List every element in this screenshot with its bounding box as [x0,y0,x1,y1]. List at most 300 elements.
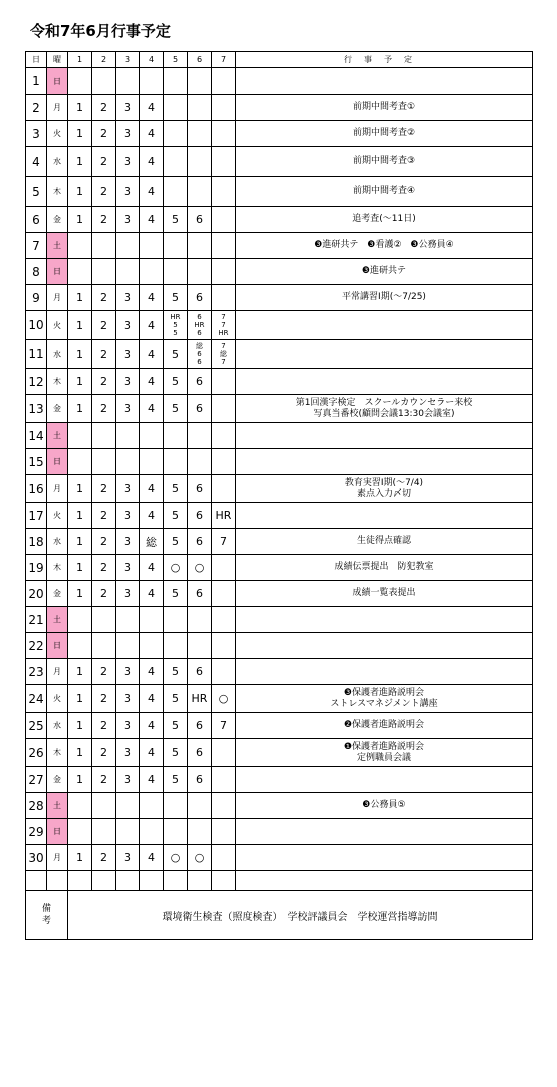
period-cell [164,423,188,449]
event-cell [236,633,533,659]
period-cell: 4 [140,685,164,713]
period-cell: 5 [164,581,188,607]
day-cell: 25 [26,713,47,739]
table-row [26,259,533,285]
schedule-table [25,51,533,940]
period-cell: 2 [92,581,116,607]
weekday-cell: 月 [47,845,68,871]
period-cell [212,633,236,659]
period-cell: ○ [188,845,212,871]
period-cell: 2 [92,685,116,713]
weekday-cell: 水 [47,147,68,177]
event-cell [236,819,533,845]
weekday-cell: 木 [47,369,68,395]
table-row [26,713,533,739]
period-cell: 3 [116,475,140,503]
period-cell [212,259,236,285]
period-cell: 1 [68,285,92,311]
period-cell: 4 [140,95,164,121]
period-cell: 6 [188,659,212,685]
period-cell: 2 [92,739,116,767]
period-cell [212,555,236,581]
period-cell [188,819,212,845]
period-cell: 2 [92,555,116,581]
day-cell: 26 [26,739,47,767]
period-cell: 5 [164,713,188,739]
event-cell: 前期中間考査④ [236,177,533,207]
event-cell: 生徒得点確認 [236,529,533,555]
weekday-cell: 日 [47,259,68,285]
period-cell [188,259,212,285]
period-cell: 3 [116,845,140,871]
period-cell: 4 [140,475,164,503]
period-cell: 1 [68,659,92,685]
period-cell [140,233,164,259]
header-weekday: 曜 [47,52,68,68]
period-cell: 7 [212,529,236,555]
period-cell [188,121,212,147]
period-cell [212,475,236,503]
period-cell: ○ [164,555,188,581]
period-cell: 6 [188,395,212,423]
weekday-cell: 月 [47,285,68,311]
period-cell [116,449,140,475]
period-cell: 6 [188,285,212,311]
period-cell: 4 [140,659,164,685]
period-cell: 4 [140,311,164,340]
period-cell: 4 [140,340,164,369]
period-cell: 2 [92,503,116,529]
period-cell: 4 [140,177,164,207]
weekday-cell: 火 [47,311,68,340]
weekday-cell: 木 [47,739,68,767]
table-row [26,555,533,581]
weekday-cell: 金 [47,767,68,793]
period-cell [188,793,212,819]
period-cell: 1 [68,395,92,423]
period-cell: 1 [68,555,92,581]
period-cell [212,285,236,311]
period-cell: 6 [188,581,212,607]
weekday-cell: 日 [47,633,68,659]
event-cell [236,449,533,475]
period-cell: 4 [140,739,164,767]
weekday-cell: 土 [47,423,68,449]
period-cell: 6 [188,475,212,503]
period-cell [188,449,212,475]
period-cell: 2 [92,767,116,793]
period-cell [92,233,116,259]
period-cell [140,793,164,819]
day-cell: 21 [26,607,47,633]
day-cell: 2 [26,95,47,121]
period-cell [116,233,140,259]
period-cell: 3 [116,685,140,713]
period-cell: ○ [188,555,212,581]
period-cell [188,68,212,95]
event-cell [236,340,533,369]
period-cell: 1 [68,767,92,793]
table-row [26,207,533,233]
period-cell: 4 [140,395,164,423]
period-cell: 1 [68,95,92,121]
period-cell: 5 [164,739,188,767]
period-cell [188,607,212,633]
table-row [26,767,533,793]
table-row [26,95,533,121]
period-cell: 2 [92,659,116,685]
period-cell [212,819,236,845]
event-cell: ❷保護者進路説明会 [236,713,533,739]
period-cell [140,607,164,633]
period-cell: 3 [116,369,140,395]
weekday-cell: 月 [47,475,68,503]
period-cell: 3 [116,311,140,340]
period-cell: 4 [140,845,164,871]
period-cell: 4 [140,581,164,607]
event-cell [236,607,533,633]
period-cell: 1 [68,713,92,739]
period-cell [212,659,236,685]
day-cell: 5 [26,177,47,207]
header-period: 5 [164,52,188,68]
period-cell [164,233,188,259]
day-cell: 14 [26,423,47,449]
period-cell [140,68,164,95]
period-cell: 2 [92,529,116,555]
period-cell [164,607,188,633]
period-cell [140,633,164,659]
period-cell: 1 [68,369,92,395]
weekday-cell: 火 [47,503,68,529]
table-row [26,845,533,871]
period-cell: 1 [68,475,92,503]
period-cell: 3 [116,207,140,233]
day-cell: 13 [26,395,47,423]
event-cell: 前期中間考査② [236,121,533,147]
period-cell: 5 [164,659,188,685]
period-cell: 6 [188,739,212,767]
event-cell: 追考査(～11日) [236,207,533,233]
period-cell [212,423,236,449]
period-cell [116,68,140,95]
period-cell: 4 [140,147,164,177]
period-cell: HR [212,503,236,529]
period-cell [188,233,212,259]
header-period: 4 [140,52,164,68]
period-cell [164,177,188,207]
period-cell [140,259,164,285]
period-cell: 2 [92,177,116,207]
period-cell [164,68,188,95]
day-cell: 29 [26,819,47,845]
day-cell: 30 [26,845,47,871]
table-row [26,340,533,369]
period-cell: 4 [140,713,164,739]
period-cell: 6 HR 6 [188,311,212,340]
day-cell: 22 [26,633,47,659]
period-cell: 3 [116,739,140,767]
period-cell: 2 [92,713,116,739]
event-cell: 成績一覧表提出 [236,581,533,607]
period-cell: 2 [92,147,116,177]
weekday-cell: 月 [47,95,68,121]
day-cell: 27 [26,767,47,793]
period-cell: 2 [92,340,116,369]
period-cell [68,233,92,259]
period-cell: 3 [116,529,140,555]
period-cell [188,871,212,891]
period-cell [212,68,236,95]
weekday-cell: 木 [47,177,68,207]
period-cell: 3 [116,177,140,207]
day-cell: 11 [26,340,47,369]
event-cell: 第1回漢字検定 スクールカウンセラー来校 写真当番校(顧問会議13:30会議室) [236,395,533,423]
event-cell [236,871,533,891]
period-cell: 1 [68,121,92,147]
period-cell: 7 総 7 [212,340,236,369]
day-cell: 20 [26,581,47,607]
period-cell [164,95,188,121]
header-period: 6 [188,52,212,68]
period-cell: 3 [116,767,140,793]
period-cell: 3 [116,713,140,739]
period-cell: 4 [140,121,164,147]
period-cell: 6 [188,767,212,793]
period-cell [140,819,164,845]
period-cell [212,793,236,819]
weekday-cell: 金 [47,581,68,607]
event-cell: ❸進研共テ [236,259,533,285]
period-cell: 5 [164,529,188,555]
table-row [26,685,533,713]
header-period: 7 [212,52,236,68]
table-row [26,503,533,529]
period-cell: HR 5 5 [164,311,188,340]
day-cell: 17 [26,503,47,529]
day-cell: 8 [26,259,47,285]
period-cell: 6 [188,369,212,395]
table-row [26,369,533,395]
table-row [26,285,533,311]
period-cell [140,449,164,475]
event-cell [236,845,533,871]
period-cell [92,871,116,891]
event-cell: ❶保護者進路説明会 定例職員会議 [236,739,533,767]
period-cell: 6 [188,207,212,233]
period-cell: 5 [164,395,188,423]
period-cell [164,121,188,147]
event-cell: 前期中間考査③ [236,147,533,177]
period-cell: 1 [68,581,92,607]
weekday-cell: 水 [47,713,68,739]
table-row [26,793,533,819]
notes-label-text: 備 考 [41,904,51,926]
period-cell: 1 [68,311,92,340]
period-cell [68,449,92,475]
period-cell: 1 [68,177,92,207]
period-cell [212,369,236,395]
period-cell [188,423,212,449]
period-cell [92,68,116,95]
table-row [26,529,533,555]
event-cell: 成績伝票提出 防犯教室 [236,555,533,581]
period-cell: 4 [140,555,164,581]
header-period: 2 [92,52,116,68]
notes-text: 環境衛生検査（照度検査） 学校評議員会 学校運営指導訪問 [68,891,533,940]
period-cell: 2 [92,475,116,503]
period-cell: 1 [68,529,92,555]
event-cell: 平常講習Ⅰ期(～7/25) [236,285,533,311]
header-events: 行事予定 [236,52,533,68]
period-cell: 5 [164,285,188,311]
period-cell: 総 6 6 [188,340,212,369]
period-cell: 3 [116,503,140,529]
day-cell: 12 [26,369,47,395]
table-row [26,581,533,607]
weekday-cell: 火 [47,685,68,713]
period-cell [212,121,236,147]
period-cell [212,739,236,767]
period-cell: 3 [116,95,140,121]
period-cell: 2 [92,121,116,147]
event-cell: ❸進研共テ ❸看護② ❸公務員④ [236,233,533,259]
period-cell: 7 7 HR [212,311,236,340]
period-cell: 3 [116,395,140,423]
day-cell: 19 [26,555,47,581]
table-row [26,177,533,207]
day-cell: 18 [26,529,47,555]
table-row [26,395,533,423]
weekday-cell: 日 [47,449,68,475]
period-cell [68,793,92,819]
weekday-cell: 金 [47,395,68,423]
period-cell: 1 [68,685,92,713]
event-cell [236,767,533,793]
day-cell: 4 [26,147,47,177]
table-row [26,633,533,659]
period-cell: 5 [164,503,188,529]
period-cell: 2 [92,845,116,871]
header-day: 日 [26,52,47,68]
day-cell: 7 [26,233,47,259]
period-cell: 4 [140,503,164,529]
period-cell: 5 [164,207,188,233]
day-cell: 16 [26,475,47,503]
period-cell: 総 [140,529,164,555]
notes-row [26,891,533,940]
period-cell: 3 [116,659,140,685]
event-cell [236,68,533,95]
period-cell [68,871,92,891]
table-row [26,233,533,259]
period-cell: 5 [164,340,188,369]
period-cell [188,147,212,177]
period-cell: 6 [188,529,212,555]
period-cell [92,819,116,845]
period-cell: 4 [140,207,164,233]
table-row [26,739,533,767]
period-cell: ○ [164,845,188,871]
notes-label [26,891,68,940]
table-row [26,311,533,340]
period-cell: 1 [68,207,92,233]
period-cell [164,871,188,891]
period-cell [116,793,140,819]
period-cell: 5 [164,369,188,395]
period-cell: 5 [164,685,188,713]
period-cell [164,147,188,177]
period-cell: 1 [68,845,92,871]
period-cell [188,95,212,121]
event-cell [236,369,533,395]
period-cell: 2 [92,95,116,121]
weekday-cell: 水 [47,529,68,555]
period-cell [116,633,140,659]
table-row [26,871,533,891]
event-cell [236,311,533,340]
period-cell: HR [188,685,212,713]
period-cell: 6 [188,713,212,739]
weekday-cell: 日 [47,68,68,95]
day-cell: 28 [26,793,47,819]
period-cell [212,395,236,423]
period-cell [92,259,116,285]
day-cell: 6 [26,207,47,233]
day-cell: 15 [26,449,47,475]
event-cell: 教育実習Ⅰ期(～7/4) 素点入力〆切 [236,475,533,503]
period-cell: 2 [92,369,116,395]
period-cell [116,423,140,449]
table-row [26,423,533,449]
period-cell [92,793,116,819]
event-cell: 前期中間考査① [236,95,533,121]
period-cell [212,207,236,233]
header-row [26,52,533,68]
table-row [26,68,533,95]
day-cell: 23 [26,659,47,685]
event-cell: ❸保護者進路説明会 ストレスマネジメント講座 [236,685,533,713]
period-cell [212,767,236,793]
period-cell [188,177,212,207]
page-title: 令和7年6月行事予定 [30,22,171,40]
period-cell [68,819,92,845]
weekday-cell: 土 [47,233,68,259]
table-row [26,121,533,147]
period-cell [140,423,164,449]
table-row [26,449,533,475]
table-row [26,819,533,845]
period-cell [68,633,92,659]
period-cell [212,845,236,871]
event-cell [236,503,533,529]
event-cell: ❸公務員⑤ [236,793,533,819]
period-cell: 4 [140,767,164,793]
day-cell: 10 [26,311,47,340]
period-cell: ○ [212,685,236,713]
period-cell [164,633,188,659]
period-cell [92,423,116,449]
weekday-cell: 金 [47,207,68,233]
period-cell [212,871,236,891]
period-cell: 1 [68,503,92,529]
period-cell [116,871,140,891]
period-cell [212,95,236,121]
header-period: 3 [116,52,140,68]
period-cell [164,259,188,285]
period-cell: 3 [116,121,140,147]
period-cell: 2 [92,395,116,423]
